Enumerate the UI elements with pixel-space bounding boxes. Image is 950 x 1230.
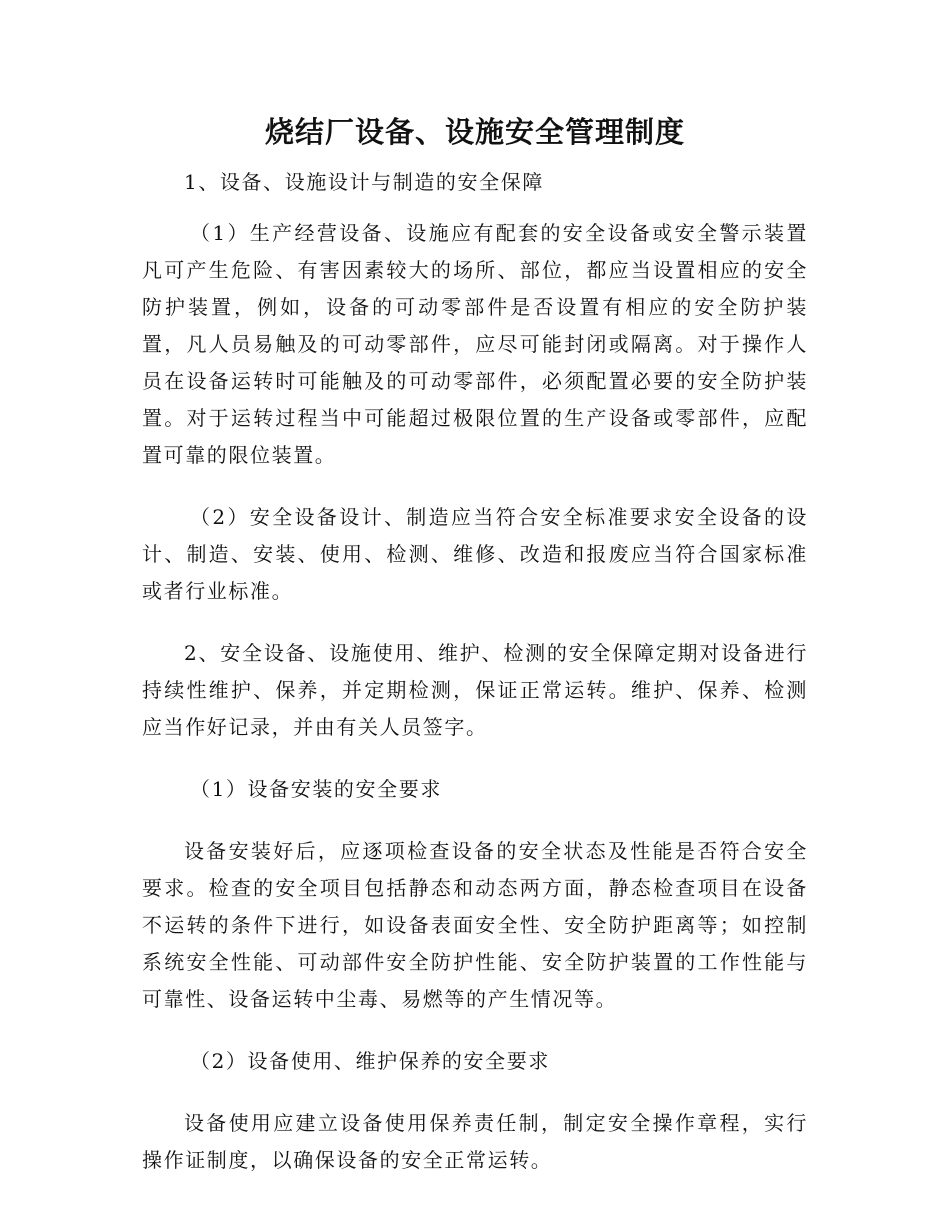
paragraph-standards: （2）安全设备设计、制造应当符合安全标准要求安全设备的设计、制造、安装、使用、检测、维修、改造和报废应当符合国家标准或者行业标准。: [142, 505, 808, 603]
section-heading-1: 1、设备、设施设计与制造的安全保障: [184, 170, 544, 194]
subsection-heading-maintenance: （2）设备使用、维护保养的安全要求: [190, 1049, 550, 1073]
document-title: 烧结厂设备、设施安全管理制度: [264, 115, 685, 149]
section-heading-2-paragraph: 2、安全设备、设施使用、维护、检测的安全保障定期对设备进行持续性维护、保养，并定期检测，保证正常运转。维护、保养、检测应当作好记录，并由有关人员签字。: [142, 641, 808, 739]
document-page: [142, 108, 808, 1179]
subsection-heading-installation: （1）设备安装的安全要求: [190, 777, 442, 801]
paragraph-design-safety: （1）生产经营设备、设施应有配套的安全设备或安全警示装置凡可产生危险、有害因素较大的场所、部位，都应当设置相应的安全防护装置，例如，设备的可动零部件是否设置有相应的安全防护装置，凡人员易触及的可动零部件，应尽可能封闭或隔离。对于操作人员在设备运转时可能触及的可动零部件，必须配置必要的安全防护装置。对于运转过程当中可能超过极限位置的生产设备或零部件，应配置可靠的限位装置。: [142, 221, 808, 467]
paragraph-maintenance: 设备使用应建立设备使用保养责任制，制定安全操作章程，实行操作证制度，以确保设备的安全正常运转。: [142, 1111, 808, 1172]
paragraph-installation: 设备安装好后，应逐项检查设备的安全状态及性能是否符合安全要求。检查的安全项目包括静态和动态两方面，静态检查项目在设备不运转的条件下进行，如设备表面安全性、安全防护距离等；如控制系统安全性能、可动部件安全防护性能、安全防护装置的工作性能与可靠性、设备运转中尘毒、易燃等的产生情况等。: [142, 839, 808, 1011]
